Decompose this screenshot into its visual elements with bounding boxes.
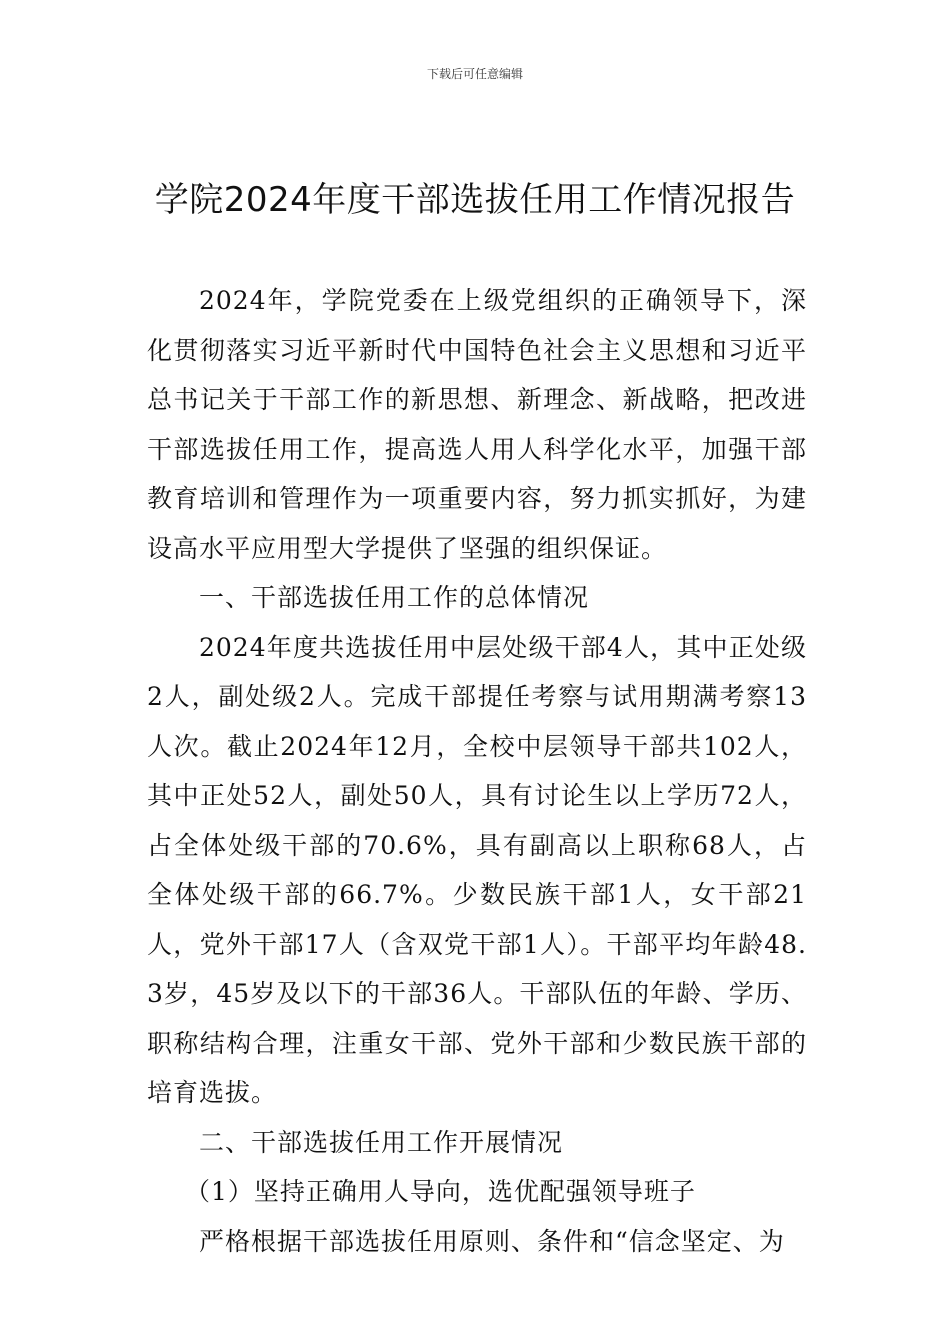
document-body [147,276,807,1266]
section-heading-1: 一、干部选拔任用工作的总体情况 [199,583,590,612]
section-heading-2: 二、干部选拔任用工作开展情况 [199,1127,564,1157]
selection-paragraph: 严格根据干部选拔任用原则、条件和“信念坚定、为 [199,1226,785,1256]
header-note: 下载后可任意编辑 [426,67,523,81]
document-title: 学院2024年度干部选拔任用工作情况报告 [154,180,796,220]
subsection-heading-1: （1）坚持正确用人导向，选优配强领导班子 [185,1177,696,1206]
intro-paragraph: 2024年，学院党委在上级党组织的正确领导下，深化贯彻落实习近平新时代中国特色社会主义思想和习近平总书记关于干部工作的新思想、新理念、新战略，把改进干部选拔任用工作，提高选人用人科学化水平，加强干部教育培训和管理作为一项重要内容，努力抓实抓好，为建设高水平应用型大学提供了坚强的组织保证。 [147,286,807,563]
overview-paragraph: 2024年度共选拔任用中层处级干部4人，其中正处级2人，副处级2人。完成干部提任考察与试用期满考察13人次。截止2024年12月，全校中层领导干部共102人，其中正处52人，副处50人，具有讨论生以上学历72人，占全体处级干部的70.6%，具有副高以上职称68人，占全体处级干部的66.7%。少数民族干部1人，女干部21人，党外干部17人（含双党干部1人）。干部平均年龄48.3岁，45岁及以下的干部36人。干部队伍的年龄、学历、职称结构合理，注重女干部、党外干部和少数民族干部的培育选拔。 [147,632,807,1107]
